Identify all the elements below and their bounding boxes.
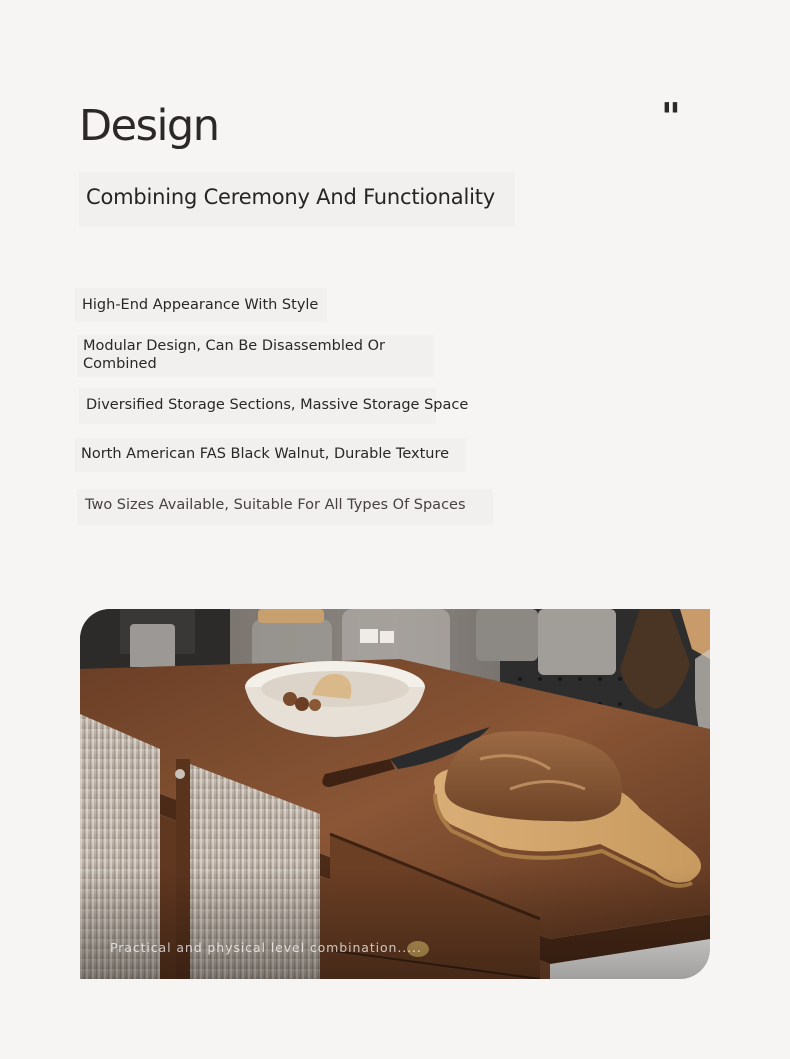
- feature-item-appearance: High-End Appearance With Style: [75, 288, 327, 322]
- feature-item-sizes: Two Sizes Available, Suitable For All Types Of Spaces: [77, 489, 493, 525]
- photo-caption: Practical and physical level combination.....: [110, 940, 422, 955]
- quote-mark-icon: ": [661, 94, 681, 139]
- subtitle: Combining Ceremony And Functionality: [86, 185, 495, 209]
- product-photo: [80, 609, 710, 979]
- feature-item-modular: Modular Design, Can Be Disassembled Or Combined: [77, 335, 434, 377]
- feature-item-material: North American FAS Black Walnut, Durable Texture: [75, 438, 466, 472]
- feature-item-storage: Diversified Storage Sections, Massive Storage Space: [79, 388, 436, 424]
- subtitle-box: [79, 172, 515, 227]
- page-title: Design: [79, 101, 219, 151]
- sideboard-illustration: [80, 609, 710, 979]
